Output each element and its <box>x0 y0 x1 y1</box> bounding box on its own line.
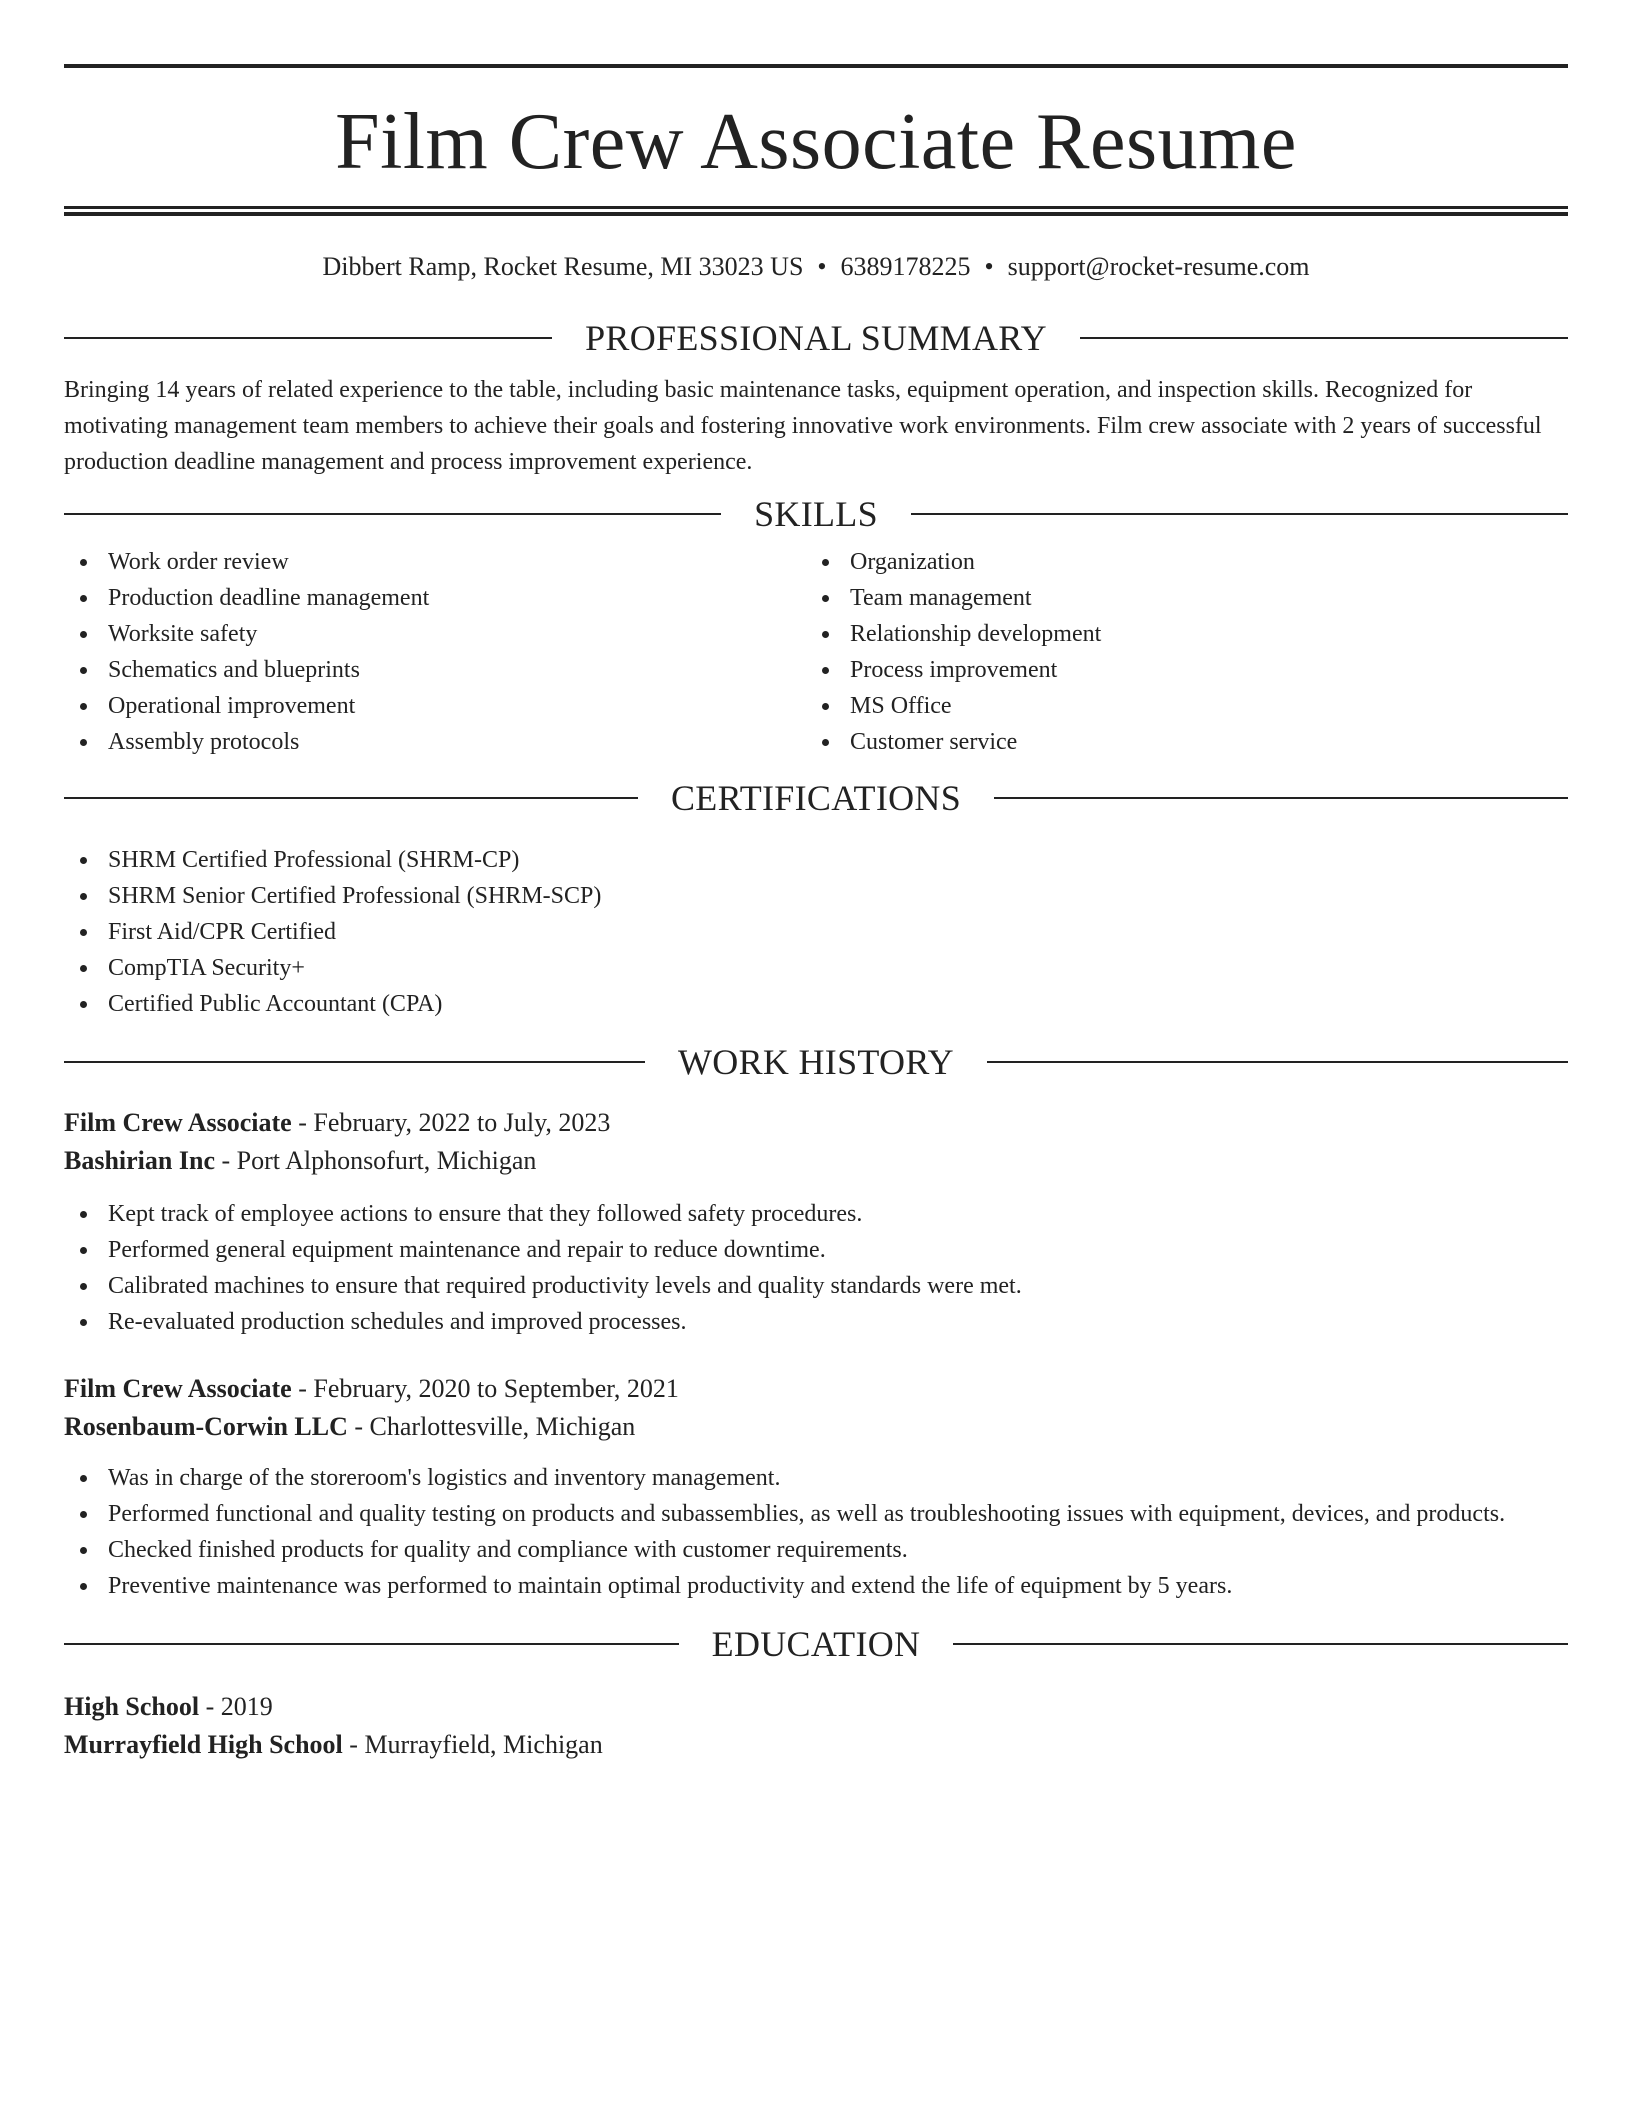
heading-rule-right <box>1080 337 1568 339</box>
skills-list-left <box>64 544 806 760</box>
skill-item: Work order review <box>64 544 806 580</box>
job-title: Film Crew Associate <box>64 1374 292 1403</box>
skill-item: Customer service <box>806 724 1548 760</box>
certification-item: First Aid/CPR Certified <box>64 914 1568 950</box>
work-heading-label: WORK HISTORY <box>678 1042 954 1082</box>
certification-item: CompTIA Security+ <box>64 950 1568 986</box>
skill-item: Production deadline management <box>64 580 806 616</box>
certifications-section-heading <box>64 778 1568 818</box>
education-year: - 2019 <box>199 1692 273 1721</box>
certification-item: SHRM Senior Certified Professional (SHRM-SCP) <box>64 878 1568 914</box>
skill-item: Schematics and blueprints <box>64 652 806 688</box>
education-degree-line <box>64 1688 1568 1726</box>
job-duty-item: Performed functional and quality testing on products and subassemblies, as well as troubleshooting issues with equipment, devices, and products. <box>64 1496 1568 1532</box>
education-school: Murrayfield High School <box>64 1730 343 1759</box>
skill-item: Team management <box>806 580 1548 616</box>
skills-heading-label: SKILLS <box>754 494 878 534</box>
education-section-heading <box>64 1624 1568 1664</box>
skill-item: Process improvement <box>806 652 1548 688</box>
job-duty-item: Calibrated machines to ensure that required productivity levels and quality standards were met. <box>64 1268 1568 1304</box>
skill-item: Relationship development <box>806 616 1548 652</box>
heading-rule-left <box>64 797 638 799</box>
work-section-heading <box>64 1042 1568 1082</box>
skill-item: Organization <box>806 544 1548 580</box>
summary-section-heading <box>64 318 1568 358</box>
skill-item: Assembly protocols <box>64 724 806 760</box>
skills-section-heading <box>64 494 1568 534</box>
heading-rule-left <box>64 1061 645 1063</box>
summary-heading-label: PROFESSIONAL SUMMARY <box>585 318 1047 358</box>
job-company: Rosenbaum-Corwin LLC <box>64 1412 348 1441</box>
heading-rule-left <box>64 513 721 515</box>
heading-rule-left <box>64 337 552 339</box>
job-title: Film Crew Associate <box>64 1108 292 1137</box>
heading-rule-right <box>987 1061 1568 1063</box>
skill-item: Worksite safety <box>64 616 806 652</box>
resume-title: Film Crew Associate Resume <box>335 98 1297 186</box>
job-duty-item: Kept track of employee actions to ensure that they followed safety procedures. <box>64 1196 1568 1232</box>
heading-rule-right <box>994 797 1568 799</box>
certification-item: Certified Public Accountant (CPA) <box>64 986 1568 1022</box>
skill-item: Operational improvement <box>64 688 806 724</box>
job-location: - Port Alphonsofurt, Michigan <box>215 1146 537 1175</box>
job-location: - Charlottesville, Michigan <box>347 1412 636 1441</box>
education-location: - Murrayfield, Michigan <box>342 1730 603 1759</box>
certifications-heading-label: CERTIFICATIONS <box>670 778 962 818</box>
job-duties-list <box>64 1196 1568 1340</box>
job-dates: - February, 2020 to September, 2021 <box>291 1374 679 1403</box>
job-duty-item: Re-evaluated production schedules and improved processes. <box>64 1304 1568 1340</box>
education-heading-label: EDUCATION <box>711 1624 921 1664</box>
job-title-line <box>64 1104 1568 1142</box>
job-duties-list <box>64 1460 1568 1604</box>
contact-address: Dibbert Ramp, Rocket Resume, MI 33023 US <box>322 252 804 281</box>
job-dates: - February, 2022 to July, 2023 <box>291 1108 611 1137</box>
job-duty-item: Checked finished products for quality and compliance with customer requirements. <box>64 1532 1568 1568</box>
summary-text: Bringing 14 years of related experience to the table, including basic maintenance tasks, equipment operation, and inspection skills. Recognized for motivating management team members to achieve their goals and fostering innovative work environments. Film crew associate with 2 years of successful production deadline management and process improvement experience. <box>64 377 1542 475</box>
education-school-line <box>64 1726 1568 1764</box>
education-entry <box>64 1688 1568 1764</box>
heading-rule-right <box>911 513 1568 515</box>
contact-separator: • <box>817 252 827 281</box>
job-entry <box>64 1370 1568 1604</box>
job-company: Bashirian Inc <box>64 1146 215 1175</box>
job-entry <box>64 1104 1568 1340</box>
job-duty-item: Preventive maintenance was performed to maintain optimal productivity and extend the life of equipment by 5 years. <box>64 1568 1568 1604</box>
title-double-rule <box>64 206 1568 216</box>
job-company-line <box>64 1142 1568 1180</box>
skills-columns <box>64 544 1568 760</box>
job-title-line <box>64 1370 1568 1408</box>
job-company-line <box>64 1408 1568 1446</box>
contact-phone: 6389178225 <box>840 252 971 281</box>
contact-separator: • <box>984 252 994 281</box>
heading-rule-right <box>953 1643 1568 1645</box>
skills-list-right <box>806 544 1548 760</box>
job-duty-item: Was in charge of the storeroom's logistics and inventory management. <box>64 1460 1568 1496</box>
certifications-list <box>64 842 1568 1022</box>
certification-item: SHRM Certified Professional (SHRM-CP) <box>64 842 1568 878</box>
contact-email: support@rocket-resume.com <box>1007 252 1310 281</box>
contact-line <box>64 250 1568 284</box>
skill-item: MS Office <box>806 688 1548 724</box>
heading-rule-left <box>64 1643 679 1645</box>
job-duty-item: Performed general equipment maintenance and repair to reduce downtime. <box>64 1232 1568 1268</box>
education-degree: High School <box>64 1692 200 1721</box>
